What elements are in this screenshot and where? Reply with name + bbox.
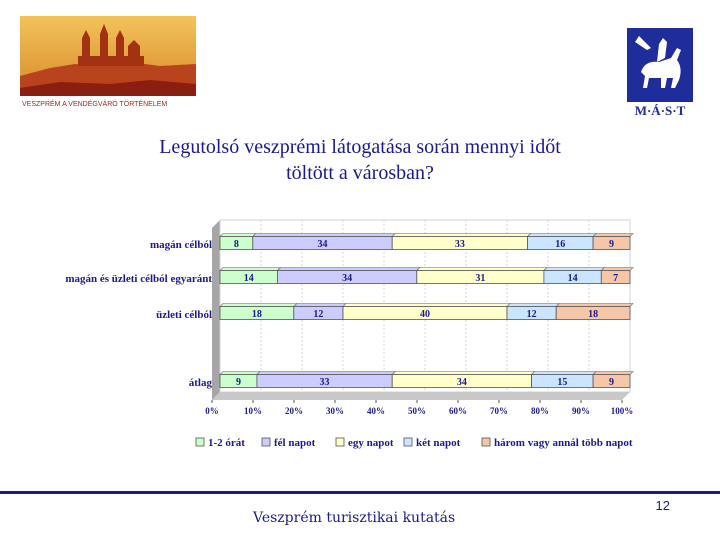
x-tick-label: 0% bbox=[205, 406, 219, 416]
bar-segment-top bbox=[507, 304, 559, 307]
category-label: üzleti célból bbox=[156, 309, 212, 321]
slide-title-line-2: töltött a városban? bbox=[286, 162, 434, 184]
bar-segment-top bbox=[392, 372, 534, 375]
x-tick-label: 80% bbox=[531, 406, 549, 416]
data-label: 33 bbox=[319, 377, 330, 388]
legend-swatch bbox=[262, 438, 270, 446]
plot-wall-side bbox=[212, 220, 220, 400]
legend-label: három vagy annál több napot bbox=[494, 437, 633, 449]
category-label: átlag bbox=[188, 377, 212, 389]
data-label: 34 bbox=[342, 273, 353, 284]
logo-left-caption: VESZPRÉM A VENDÉGVÁRÓ TÖRTÉNELEM bbox=[22, 101, 168, 108]
bar-segment-top bbox=[392, 234, 530, 237]
legend-label: két napot bbox=[416, 437, 461, 449]
data-label: 12 bbox=[313, 309, 324, 320]
x-tick-label: 50% bbox=[408, 406, 426, 416]
veszprem-logo-graphic bbox=[20, 16, 196, 110]
plot-floor bbox=[212, 392, 630, 400]
slide-title-line-1: Legutolsó veszprémi látogatása során mennyi időt bbox=[159, 136, 561, 158]
legend-label: 1-2 órát bbox=[208, 437, 245, 449]
legend-swatch bbox=[196, 438, 204, 446]
legend-label: fél napot bbox=[274, 437, 316, 449]
bar-segment-top bbox=[220, 234, 256, 237]
bar-segment-top bbox=[544, 268, 604, 271]
legend-swatch bbox=[482, 438, 490, 446]
data-label: 7 bbox=[613, 273, 619, 284]
logo-right-caption: M·Á·S·T bbox=[634, 103, 686, 118]
category-label: magán és üzleti célból egyaránt bbox=[65, 273, 212, 285]
bar-segment-top bbox=[257, 372, 395, 375]
veszprem-logo bbox=[20, 16, 196, 110]
footer-text: Veszprém turisztikai kutatás bbox=[253, 510, 456, 526]
category-label: magán célból bbox=[149, 239, 212, 251]
bar-segment-top bbox=[220, 304, 297, 307]
data-label: 34 bbox=[317, 239, 328, 250]
data-label: 18 bbox=[251, 309, 262, 320]
bar-segment-top bbox=[532, 372, 597, 375]
data-label: 9 bbox=[235, 377, 241, 388]
x-tick-label: 30% bbox=[326, 406, 344, 416]
data-label: 40 bbox=[420, 309, 430, 320]
bar-segment-top bbox=[593, 234, 633, 237]
stacked-bar-chart bbox=[0, 200, 720, 465]
data-label: 16 bbox=[555, 239, 566, 250]
bar-segment-top bbox=[220, 268, 280, 271]
mast-logo-graphic bbox=[627, 28, 693, 118]
bar-segment-top bbox=[556, 304, 633, 307]
data-label: 12 bbox=[526, 309, 537, 320]
data-label: 31 bbox=[475, 273, 486, 284]
bar-segment-top bbox=[294, 304, 346, 307]
bar-segment-top bbox=[253, 234, 395, 237]
data-label: 34 bbox=[456, 377, 467, 388]
bar-segment-top bbox=[528, 234, 597, 237]
x-tick-label: 100% bbox=[610, 406, 634, 416]
x-tick-label: 90% bbox=[572, 406, 590, 416]
x-tick-label: 40% bbox=[367, 406, 385, 416]
data-label: 8 bbox=[233, 239, 239, 250]
legend-swatch bbox=[336, 438, 344, 446]
x-tick-label: 10% bbox=[244, 406, 262, 416]
data-label: 18 bbox=[588, 309, 599, 320]
bar-segment-top bbox=[277, 268, 419, 271]
data-label: 33 bbox=[454, 239, 465, 250]
mast-logo bbox=[627, 28, 693, 118]
bar-segment-top bbox=[417, 268, 547, 271]
data-label: 9 bbox=[609, 377, 615, 388]
bar-segment-top bbox=[593, 372, 633, 375]
footer-rule bbox=[0, 491, 720, 494]
data-label: 14 bbox=[567, 273, 578, 284]
x-tick-label: 20% bbox=[285, 406, 303, 416]
data-label: 15 bbox=[557, 377, 568, 388]
legend-label: egy napot bbox=[348, 437, 394, 449]
slide-title bbox=[60, 134, 660, 186]
x-tick-label: 70% bbox=[490, 406, 508, 416]
bar-segment-top bbox=[601, 268, 633, 271]
data-label: 14 bbox=[243, 273, 254, 284]
bar-segment-top bbox=[220, 372, 260, 375]
page-number: 12 bbox=[655, 498, 670, 513]
x-tick-label: 60% bbox=[449, 406, 467, 416]
legend-swatch bbox=[404, 438, 412, 446]
bar-segment-top bbox=[343, 304, 510, 307]
data-label: 9 bbox=[609, 239, 615, 250]
